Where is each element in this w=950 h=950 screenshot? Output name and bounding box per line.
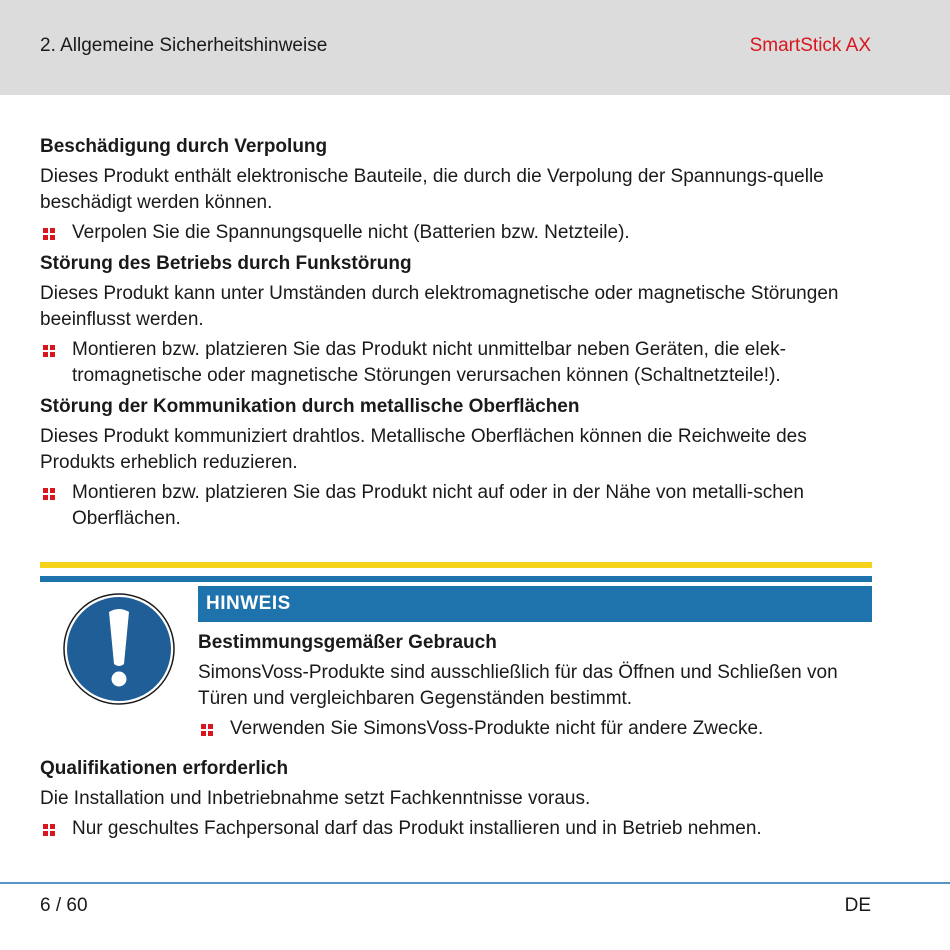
instruction-text: Nur geschultes Fachpersonal darf das Produkt installieren und in Betrieb nehmen. xyxy=(72,818,762,839)
section-title: 2. Allgemeine Sicherheitshinweise xyxy=(40,35,328,56)
instruction-text: Verwenden Sie SimonsVoss-Produkte nicht für andere Zwecke. xyxy=(230,718,764,739)
bullet-icon xyxy=(201,724,213,736)
instruction-item xyxy=(40,337,872,389)
section-heading-metallisch: Störung der Kommunikation durch metallische Oberflächen xyxy=(40,396,580,417)
product-name: SmartStick AX xyxy=(749,35,871,56)
instruction-text: Montieren bzw. platzieren Sie das Produkt nicht auf oder in der Nähe von metalli-schen Oberflächen. xyxy=(72,482,804,529)
section-body-funkstoerung: Dieses Produkt kann unter Umständen durch elektromagnetische oder magnetische Störungen beeinflusst werden. xyxy=(40,283,839,330)
notice-bar-yellow xyxy=(40,562,872,568)
notice-body-text: SimonsVoss-Produkte sind ausschließlich für das Öffnen und Schließen von Türen und vergleichbaren Gegenständen bestimmt. xyxy=(198,662,838,709)
section-body-metallisch: Dieses Produkt kommuniziert drahtlos. Metallische Oberflächen können die Reichweite des Produkts erheblich reduzieren. xyxy=(40,426,807,473)
section-heading-verpolung: Beschädigung durch Verpolung xyxy=(40,136,328,157)
bullet-icon xyxy=(43,824,55,836)
bullet-icon xyxy=(43,488,55,500)
instruction-item xyxy=(40,816,872,842)
notice-content xyxy=(198,628,872,745)
notice-bar-blue xyxy=(40,576,872,582)
qualification-heading: Qualifikationen erforderlich xyxy=(40,758,289,779)
notice-heading: Bestimmungsgemäßer Gebrauch xyxy=(198,632,497,653)
language-code: DE xyxy=(844,895,871,916)
section-heading-funkstoerung: Störung des Betriebs durch Funkstörung xyxy=(40,253,412,274)
qualification-section xyxy=(40,754,872,845)
bullet-icon xyxy=(43,228,55,240)
instruction-item xyxy=(198,716,872,742)
footer-divider xyxy=(0,882,950,884)
bullet-icon xyxy=(43,345,55,357)
page-header xyxy=(0,0,950,95)
instruction-text: Montieren bzw. platzieren Sie das Produkt nicht unmittelbar neben Geräten, die elek-tromagnetische oder magnetische Störungen verursachen können (Schaltnetzteile!). xyxy=(72,339,786,386)
instruction-item xyxy=(40,220,872,246)
notice-box xyxy=(40,562,872,752)
instruction-item xyxy=(40,480,872,532)
section-body-verpolung: Dieses Produkt enthält elektronische Bauteile, die durch die Verpolung der Spannungs-quelle beschädigt werden können. xyxy=(40,166,824,213)
instruction-text: Verpolen Sie die Spannungsquelle nicht (Batterien bzw. Netzteile). xyxy=(72,222,630,243)
notice-label: HINWEIS xyxy=(198,586,872,622)
qualification-body: Die Installation und Inbetriebnahme setzt Fachkenntnisse voraus. xyxy=(40,788,591,809)
exclamation-icon xyxy=(62,592,176,706)
page-number: 6 / 60 xyxy=(40,895,88,916)
main-content xyxy=(40,132,872,535)
